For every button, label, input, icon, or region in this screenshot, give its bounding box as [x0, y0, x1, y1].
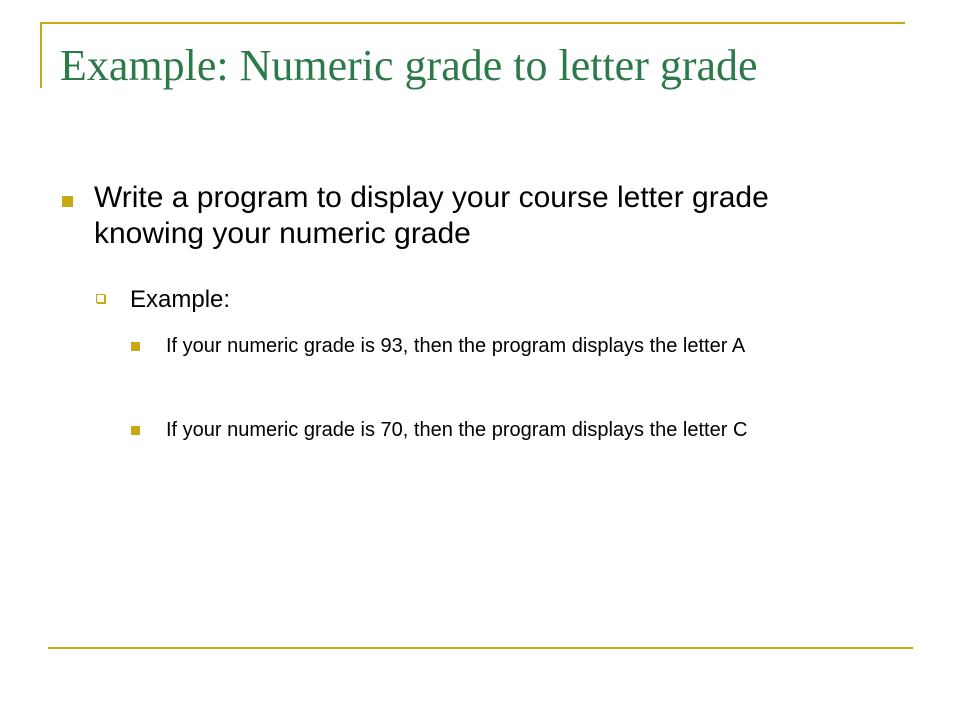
small-square-bullet-icon	[131, 426, 140, 435]
slide-title: Example: Numeric grade to letter grade	[60, 41, 758, 90]
small-square-bullet-icon	[131, 342, 140, 351]
left-rule	[40, 22, 42, 88]
top-rule	[40, 22, 905, 24]
example-item-70: If your numeric grade is 70, then the program displays the letter C	[166, 419, 748, 441]
square-bullet-icon	[62, 196, 73, 207]
hollow-square-bullet-icon	[96, 294, 105, 303]
main-bullet-text: Write a program to display your course letter grade knowing your numeric grade	[94, 181, 769, 250]
example-item-93: If your numeric grade is 93, then the program displays the letter A	[166, 335, 746, 357]
sub-bullet-text: Example:	[130, 286, 231, 313]
bottom-rule	[48, 647, 913, 649]
